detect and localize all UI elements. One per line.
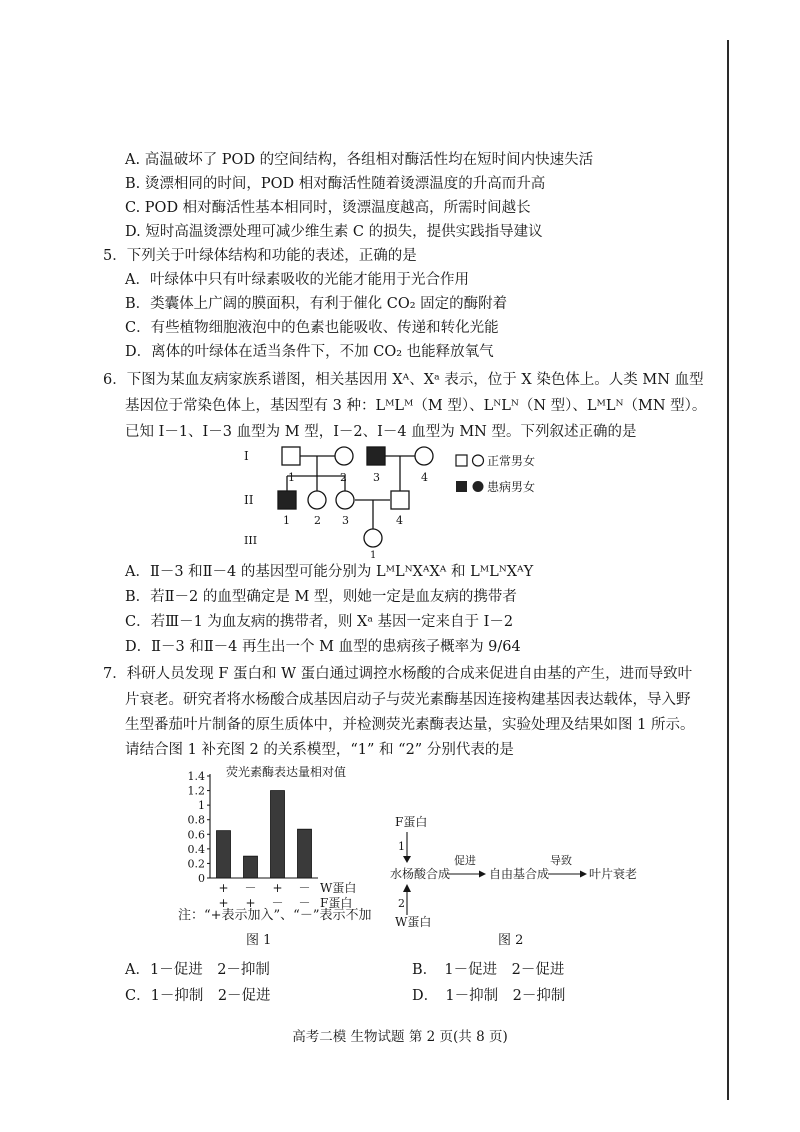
- generation-label-I: I: [244, 449, 249, 463]
- legend-normal-label: 正常男女: [487, 454, 536, 468]
- pedigree-II-2-female: [308, 491, 326, 509]
- q5-stem: 5．下列关于叶绿体结构和功能的表述，正确的是: [103, 248, 417, 264]
- y-tick-label: 0: [198, 872, 205, 885]
- q7-option-b: B． 1－促进 2－促进: [412, 962, 565, 978]
- q6-stem-line3: 已知 I－1、I－3 血型为 M 型，I－2、I－4 血型为 MN 型。下列叙述正确的是: [125, 424, 637, 440]
- bar-3: [271, 791, 285, 878]
- pedigree-I-3-affected-male: [367, 447, 385, 465]
- page-footer: 高考二模 生物试题 第 2 页(共 8 页): [292, 1029, 508, 1045]
- y-tick-label: 0.4: [187, 842, 205, 856]
- q7-stem-line3: 生型番茄叶片制备的原生质体中，并检测荧光素酶表达量，实验处理及结果如图 1 所示。: [125, 717, 695, 733]
- q5-option-b: B．类囊体上广阔的膜面积，有利于催化 CO₂ 固定的酶附着: [125, 296, 508, 312]
- f-sign-1: +: [218, 896, 229, 910]
- label-III-1: 1: [370, 550, 377, 560]
- legend-affected-label: 患病男女: [487, 480, 536, 494]
- fig2-f-protein: F蛋白: [395, 815, 428, 829]
- figure-2-caption: 图 2: [498, 933, 524, 948]
- w-sign-1: +: [218, 881, 229, 895]
- q6-option-b: B．若Ⅱ－2 的血型确定是 M 型，则她一定是血友病的携带者: [125, 589, 517, 605]
- y-tick-label: 1.2: [187, 784, 205, 798]
- legend-normal-female-icon: [473, 455, 484, 466]
- label-I-2: 2: [340, 471, 347, 484]
- fig2-node-senescence: 叶片衰老: [589, 867, 638, 881]
- row-label-f-protein: F蛋白: [320, 896, 353, 910]
- q4-option-b: B. 烫漂相同的时间，POD 相对酶活性随着烫漂温度的升高而升高: [125, 176, 546, 192]
- q6-option-a: A．Ⅱ－3 和Ⅱ－4 的基因型可能分别为 LᴹLᴺXᴬXᴬ 和 LᴹLᴺXᴬY: [125, 564, 534, 580]
- legend-affected-male-icon: [456, 481, 467, 492]
- chart-title: 荧光素酶表达量相对值: [225, 765, 347, 779]
- fig2-promote-label: 促进: [454, 854, 476, 867]
- fig2-label-1: 1: [398, 840, 405, 853]
- fig2-arrow-right-icon: [479, 871, 486, 878]
- q5-option-c: C．有些植物细胞液泡中的色素也能吸收、传递和转化光能: [125, 320, 499, 336]
- q7-stem-line2: 片衰老。研究者将水杨酸合成基因启动子与荧光素酶基因连接构建基因表达载体，导入野: [125, 692, 691, 708]
- fig2-arrow-down-icon: [403, 856, 411, 863]
- figure-1-note: 注：“+表示加入”、“－”表示不加: [178, 908, 372, 923]
- f-sign-3: －: [271, 896, 284, 910]
- figure-1-caption: 图 1: [246, 933, 272, 948]
- generation-label-III: III: [244, 534, 258, 547]
- fig2-node-radical: 自由基合成: [489, 867, 550, 881]
- pedigree-II-1-affected-male: [278, 491, 296, 509]
- q4-option-c: C. POD 相对酶活性基本相同时，烫漂温度越高，所需时间越长: [125, 200, 531, 216]
- legend-normal-male-icon: [456, 455, 467, 466]
- y-tick-label: 0.6: [187, 828, 205, 842]
- pedigree-II-4-male: [391, 491, 409, 509]
- fig2-node-salicylic: 水杨酸合成: [390, 867, 451, 881]
- q4-option-a: A. 高温破坏了 POD 的空间结构，各组相对酶活性均在短时间内快速失活: [125, 152, 594, 168]
- y-tick-label: 1: [198, 799, 205, 813]
- label-I-1: 1: [288, 471, 295, 484]
- f-sign-4: －: [298, 896, 311, 910]
- bar-1: [217, 831, 231, 878]
- q7-option-c: C．1－抑制 2－促进: [125, 988, 271, 1004]
- q6-stem-line2: 基因位于常染色体上，基因型有 3 种：LᴹLᴹ（M 型）、LᴺLᴺ（N 型）、LᴹLᴺ（MN 型）。: [125, 398, 707, 414]
- pedigree-II-3-female: [336, 491, 354, 509]
- label-II-2: 2: [314, 514, 321, 527]
- pedigree-III-1-female: [364, 529, 382, 547]
- label-II-4: 4: [396, 514, 403, 527]
- q7-option-a: A．1－促进 2－抑制: [125, 962, 270, 978]
- label-I-4: 4: [421, 471, 428, 484]
- f-sign-2: +: [245, 896, 256, 910]
- pedigree-I-2-female: [335, 447, 353, 465]
- w-sign-2: －: [244, 881, 257, 895]
- q7-stem-line1: 7．科研人员发现 F 蛋白和 W 蛋白通过调控水杨酸的合成来促进自由基的产生，进而导致叶: [103, 666, 693, 682]
- figure-2-relation-model: [386, 812, 646, 932]
- q6-option-c: C．若Ⅲ－1 为血友病的携带者，则 Xᵃ 基因一定来自于 I－2: [125, 614, 514, 630]
- pedigree-diagram: [230, 440, 590, 560]
- bar-4: [298, 829, 312, 878]
- page-border-line: [727, 40, 729, 1100]
- q6-option-d: D．Ⅱ－3 和Ⅱ－4 再生出一个 M 血型的患病孩子概率为 9/64: [125, 639, 521, 655]
- fig2-w-protein: W蛋白: [395, 915, 432, 929]
- y-tick-label: 1.4: [187, 770, 205, 783]
- w-sign-4: －: [298, 881, 311, 895]
- q7-stem-line4: 请结合图 1 补充图 2 的关系模型，“1” 和 “2” 分别代表的是: [125, 742, 514, 758]
- fig2-cause-label: 导致: [550, 854, 572, 867]
- q7-option-d: D． 1－抑制 2－抑制: [412, 988, 566, 1004]
- fig2-label-2: 2: [398, 897, 405, 910]
- label-II-3: 3: [342, 514, 349, 527]
- q6-stem-line1: 6．下图为某血友病家族系谱图，相关基因用 Xᴬ、Xᵃ 表示，位于 X 染色体上。人类 MN 血型: [103, 372, 704, 388]
- legend-affected-female-icon: [473, 481, 484, 492]
- q5-option-d: D．离体的叶绿体在适当条件下，不加 CO₂ 也能释放氧气: [125, 344, 494, 360]
- q5-option-a: A．叶绿体中只有叶绿素吸收的光能才能用于光合作用: [125, 272, 469, 288]
- fig2-arrow-right-icon-2: [580, 871, 587, 878]
- label-I-3: 3: [373, 471, 380, 484]
- y-tick-label: 0.2: [187, 857, 205, 871]
- pedigree-I-1-male: [282, 447, 300, 465]
- w-sign-3: +: [272, 881, 283, 895]
- label-II-1: 1: [283, 514, 290, 527]
- generation-label-II: II: [244, 493, 254, 507]
- y-tick-label: 0.8: [187, 813, 205, 827]
- q4-option-d: D. 短时高温烫漂处理可减少维生素 C 的损失，提供实践指导建议: [125, 224, 543, 240]
- pedigree-I-4-female: [415, 447, 433, 465]
- bar-2: [244, 856, 258, 878]
- row-label-w-protein: W蛋白: [320, 881, 357, 895]
- fig2-arrow-up-icon: [403, 884, 411, 892]
